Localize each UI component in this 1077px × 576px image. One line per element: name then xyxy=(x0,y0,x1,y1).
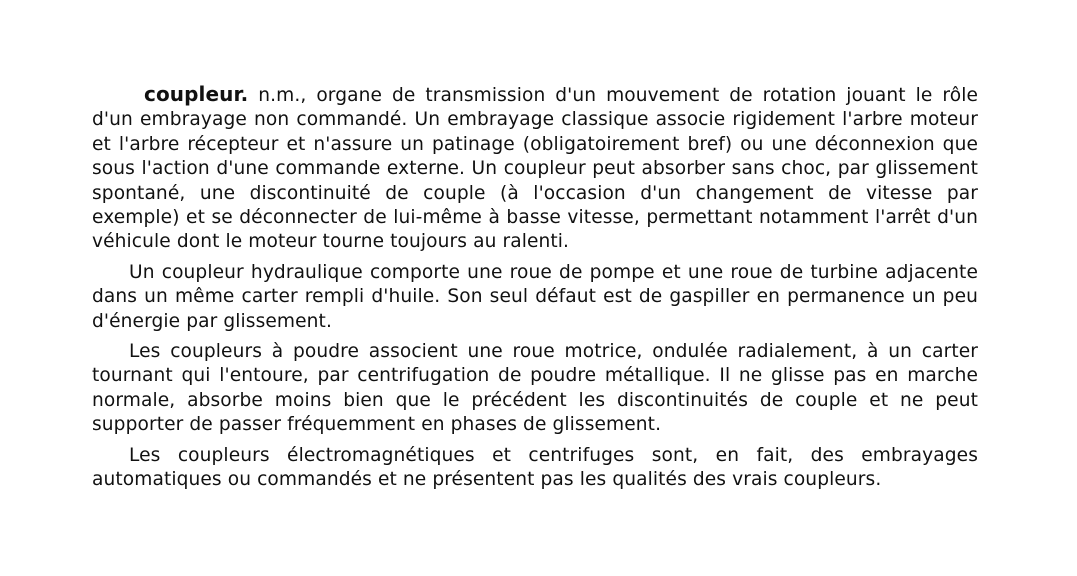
definition-text: n.m., organe de transmission d'un mouvement de rotation jouant le rôle d'un embrayage non commandé. Un embrayage classique associe rigidement l'arbre moteur et l'arbre récepteur et n'assure un patinage (obligatoirement bref) ou une déconnexion que sous l'action d'une commande externe. Un coupleur peut absorber sans choc, par glissement spontané, une discontinuité de couple (à l'occasion d'un changement de vitesse par exemple) et se déconnecter de lui-même à basse vitesse, permettant notamment l'arrêt d'un véhicule dont le moteur tourne toujours au ralenti. xyxy=(92,85,978,253)
body-paragraph-electromagnetic: Les coupleurs électromagnétiques et centrifuges sont, en fait, des embrayages automatiques ou commandés et ne présentent pas les qualités des vrais coupleurs. xyxy=(92,444,978,491)
body-paragraph-powder: Les coupleurs à poudre associent une roue motrice, ondulée radialement, à un carter tournant qui l'entoure, par centrifugation de poudre métallique. Il ne glisse pas en marche normale, absorbe moins bien que le précédent les discontinuités de couple et ne peut supporter de passer fréquemment en phases de glissement. xyxy=(92,341,978,436)
headword: coupleur. xyxy=(144,82,249,106)
body-paragraph-hydraulic: Un coupleur hydraulique comporte une roue de pompe et une roue de turbine adjacente dans un même carter rempli d'huile. Son seul défaut est de gaspiller en permanence un peu d'énergie par glissement. xyxy=(92,261,978,332)
dictionary-entry xyxy=(92,82,978,499)
definition-paragraph xyxy=(92,82,978,255)
